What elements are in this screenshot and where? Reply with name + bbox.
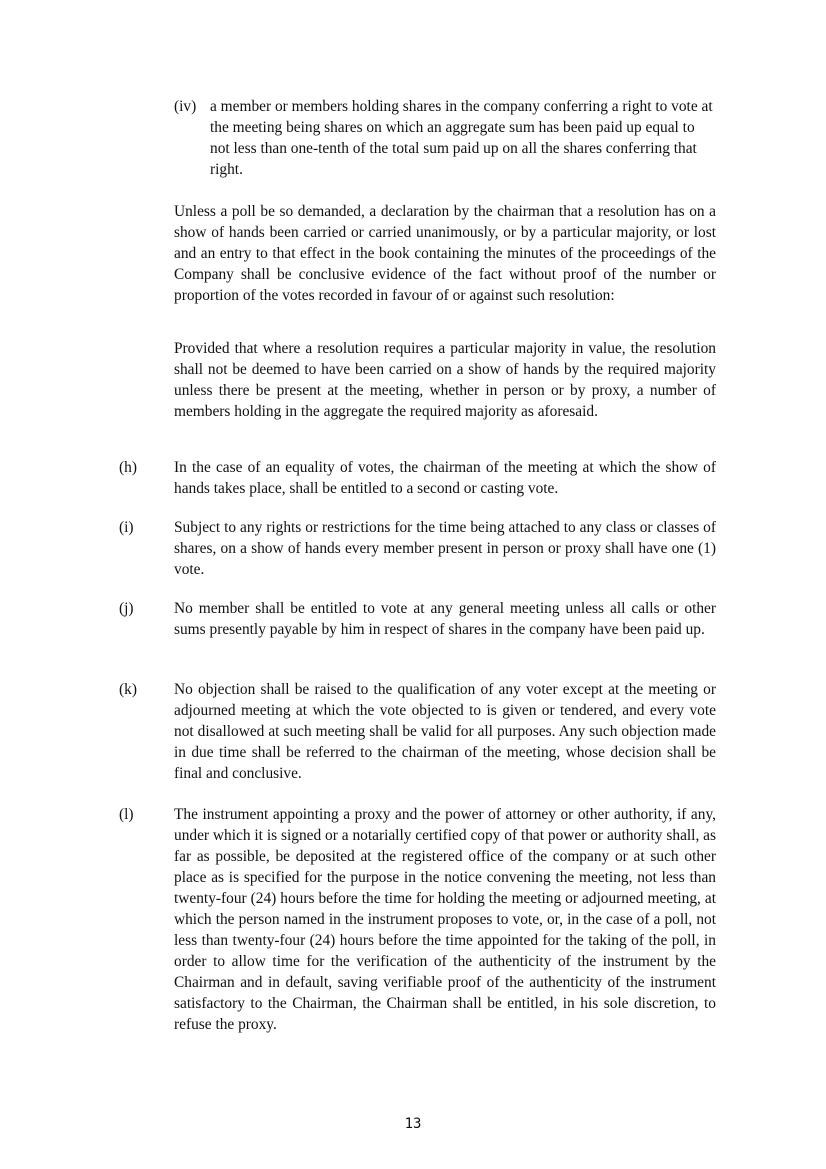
clause-k <box>119 679 716 784</box>
paragraph-poll-declaration: Unless a poll be so demanded, a declaration by the chairman that a resolution has on a show of hands been carried or carried unanimously, or by a particular majority, or lost and an entry to that effect in the book containing the minutes of the proceedings of the Company shall be conclusive evidence of the fact without proof of the number or proportion of the votes recorded in favour of or against such resolution: <box>174 203 716 304</box>
clause-text: No objection shall be raised to the qualification of any voter except at the meeting or adjourned meeting at which the vote objected to is given or tendered, and every vote not disallowed at such meeting shall be valid for all purposes. Any such objection made in due time shall be referred to the chairman of the meeting, whose decision shall be final and conclusive. <box>174 681 716 782</box>
page-number: 13 <box>404 1116 422 1132</box>
clause-label: (k) <box>119 681 137 698</box>
clause-j <box>119 598 716 640</box>
paragraph-proviso: Provided that where a resolution requires a particular majority in value, the resolution shall not be deemed to have been carried on a show of hands by the required majority unless there be present at the meeting, whether in person or by proxy, a number of members holding in the aggregate the required majority as aforesaid. <box>174 340 716 420</box>
subitem-text: a member or members holding shares in the company conferring a right to vote at the meeting being shares on which an aggregate sum has been paid up equal to not less than one-tenth of the total sum paid up on all the shares conferring that right. <box>210 98 713 178</box>
clause-text: The instrument appointing a proxy and the power of attorney or other authority, if any, under which it is signed or a notarially certified copy of that power or authority shall, as far as possible, be deposited at the registered office of the company or at such other place as is specified for the purpose in the notice convening the meeting, not less than twenty-four (24) hours before the time for holding the meeting or adjourned meeting, at which the person named in the instrument proposes to vote, or, in the case of a poll, not less than twenty-four (24) hours before the time appointed for the taking of the poll, in order to allow time for the verification of the authenticity of the instrument by the Chairman and in default, saving verifiable proof of the authenticity of the instrument satisfactory to the Chairman, the Chairman shall be entitled, in his sole discretion, to refuse the proxy. <box>174 806 716 1033</box>
clause-text: In the case of an equality of votes, the chairman of the meeting at which the show of hands takes place, shall be entitled to a second or casting vote. <box>174 459 716 497</box>
clause-label: (l) <box>119 806 134 823</box>
subitem-iv <box>174 96 716 180</box>
clause-text: No member shall be entitled to vote at any general meeting unless all calls or other sums presently payable by him in respect of shares in the company have been paid up. <box>174 600 716 638</box>
clause-label: (h) <box>119 459 137 476</box>
clause-i <box>119 517 716 580</box>
clause-text: Subject to any rights or restrictions for the time being attached to any class or classes of shares, on a show of hands every member present in person or proxy shall have one (1) vote. <box>174 519 716 578</box>
subitem-marker: (iv) <box>174 98 197 115</box>
clause-label: (j) <box>119 600 134 617</box>
clause-l <box>119 804 716 1035</box>
clause-h <box>119 457 716 499</box>
clause-label: (i) <box>119 519 134 536</box>
